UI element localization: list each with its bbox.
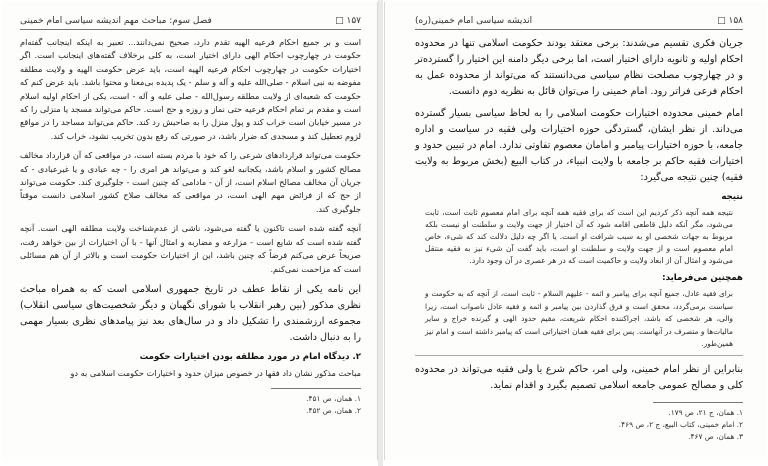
right-paragraph-2: امام خمینی محدوده اختیارات حکومت اسلامی را به لحاظ سیاسی بسیار گسترده می‌داند. از نظر ایشان، گستردگی حوزه اختیارات ولی فقیه در سیاست و اداره جامعه، با حوزه اختیارات پیامبر و امامان معصوم تفاوتی ندارد. امام در تبیین حدود و اختیارات فقیه حاکم بر جامعه با ولایت انبیاء، در کتاب البیع (بخش مربوط به ولایت فقیه) چنین نتیجه می‌گیرد: — [415, 108, 743, 183]
page-marker-icon: □ — [335, 16, 344, 26]
right-running-head — [415, 14, 743, 28]
footnote: ۲. امام خمینی، کتاب البیع، ج ۲، ص ۴۶۹. — [618, 419, 743, 429]
right-quote: نتیجه همه آنچه ذکر کردیم این است که برای فقیه همه آنچه برای امام معصوم ثابت است، ثابت می‌شود، مگر آنکه دلیل قاطعی اقامه شود که آن اختیار از جهت ولایت و سلطنت او نیست بلکه مربوط به جهات شخصی او به سبب شرافت او است. یا اگر چه دلیل دلالت کند که شیء، خاص امام معصوم است و از جهت ولایت و سلطنت او است، باید گفت آن شیء نیز به فقیه منتقل می‌شود و امثال آن از ابعاد ولایت و حاکمیت است که در هر عصری در آن وجود دارد. — [425, 208, 733, 265]
left-paragraph-1: است و بر جمیع احکام فرعیه الهیه تقدم دارد، صحیح نمی‌دانند... تعبیر به اینکه اینجانب گفته‌ام حکومت در چهارچوب احکام الهی دارای اختیار است، به کلی برخلاف گفته‌های اینجانب است. اگر اختیارات حکومت در چهارچوب احکام فرعیه الهیه است، باید عرض حکومت الهیه و ولایت مطلقه مفوضه به نبی اسلام - صلی‌الله علیه و آله و سلم - یک پدیده بی‌معنا و محتوا باشد. باید عرض کنم که حکومت که شعبه‌ای از ولایت مطلقه رسول‌الله - صلی علیه و آله - است، یکی از احکام اولیه اسلام است و مقدم بر تمام احکام فرعیه حتی نماز و روزه و حج است. حاکم می‌تواند مسجد یا منزلی را که در مسیر خیابان است خراب کند و پول منزل را به صاحبش رد کند. حاکم می‌تواند مساجد را در مواقع لزوم تعطیل کند و مسجدی که ضرار باشد، در صورتی که رفع بدون تخریب نشود، خراب کند. — [20, 37, 361, 141]
right-page — [384, 2, 767, 460]
right-head-rule — [415, 29, 743, 30]
right-boxed-quote: برای فقیه عادل، جمیع آنچه برای پیامبر و ائمه - علیهم السلام - ثابت است، از آنچه که به حکومت و سیاست برمی‌گردد، محقق است و فرق گذاردن بین پیامبر و ائمه و فقیه عادل ناصواب است، زیرا والی، هر شخصی که باشد، اجراکننده احکام شریعت، مقیم حدود الهی و گیرنده خراج و سایر مالیات‌ها و متصرف در آنهاست. پس برای فقیه همان اختیاراتی است که پیامبر داشته است و امام نیز همین‌طور. — [415, 288, 743, 356]
left-footnote-rule — [271, 388, 361, 389]
right-sub-heading: همچنین می‌فرماید: — [662, 273, 743, 283]
right-quote-heading: نتیجه — [721, 192, 743, 202]
left-running-head — [20, 14, 361, 28]
right-running-title: اندیشه سیاسی امام خمینی(ره) — [415, 16, 533, 26]
left-head-rule — [20, 29, 361, 30]
right-footnotes — [415, 407, 743, 443]
left-page — [2, 2, 378, 460]
right-closing-paragraph: بنابراین از نظر امام خمینی، ولی امر، حاکم شرع یا ولی فقیه می‌تواند در محدوده کلی و مصالح عمومی جامعه اسلامی تصمیم بگیرد و اقدام نماید. — [415, 363, 743, 391]
left-running-title: فصل سوم: مباحث مهم اندیشه سیاسی امام خمینی — [20, 16, 212, 26]
footnote: ۱. همان، ج ۲۱، ص ۱۷۹. — [668, 407, 743, 417]
page-number: ۱۵۷ — [346, 16, 361, 26]
left-page-number — [335, 16, 361, 26]
right-footnote-rule — [653, 402, 743, 403]
page-marker-icon: □ — [717, 16, 726, 26]
left-section-heading: ۲. دیدگاه امام در مورد مطلقه بودن اختیارات حکومت — [139, 351, 361, 362]
page-number: ۱۵۸ — [728, 16, 743, 26]
left-footnotes — [20, 393, 361, 417]
left-paragraph-2: حکومت می‌تواند قراردادهای شرعی را که خود با مردم بسته است، در مواقعی که آن قرارداد مخالف مصالح کشور و اسلام باشد، یکجانبه لغو کند و می‌تواند هر امری را - چه عبادی و یا غیرعبادی - که جریان آن مخالف مصالح اسلام است، از آن - مادامی که چنین است - جلوگیری کند. حکومت می‌تواند از حج که از فرائض مهم الهی است، در مواقعی که مخالف صلاح کشور اسلامی دانست موقتاً جلوگیری کند. — [20, 150, 361, 214]
left-paragraph-4: این نامه یکی از نقاط عطف در تاریخ جمهوری اسلامی است که به همراه مباحث نظری مذکور (بین رهبر انقلاب با شورای نگهبان و دیگر شخصیت‌های سیاسی انقلاب) مجموعه ارزشمندی را تشکیل داد و در سال‌های بعد نیز پیامدهای نظری بسیار مهمی را به دنبال داشت. — [20, 283, 361, 343]
book-gutter — [378, 0, 383, 466]
footnote: ۳. همان، ص ۴۶۷. — [688, 431, 743, 441]
footnote: ۲. همان، ص ۴۵۲. — [306, 406, 361, 416]
right-paragraph-1: جریان فکری تقسیم می‌شدند: برخی معتقد بودند حکومت اسلامی تنها در محدوده احکام اولیه و ثانویه دارای اختیار است، اما برخی دیگر دامنه این اختیار را گسترده‌تر و در چهارچوب مصلحت نظام سیاسی می‌دانستند که می‌تواند از محدوده عمل به احکام فرعی فراتر رود. امام خمینی را می‌توان قائل به نظریه دوم دانست. — [415, 38, 743, 97]
footnote: ۱. همان، ص ۴۵۱. — [306, 394, 361, 404]
left-paragraph-3: آنچه گفته شده است تاکنون یا گفته می‌شود، ناشی از عدم‌شناخت ولایت مطلقه الهی است. آنچه گفته شده است که شایع است - مزارعه و مضاربه و امثال آنها - با آن اختیارات از بین خواهد رفت، صریحاً عرض می‌کنم فرضاً که چنین باشد، این از اختیارات حکومت است و بالاتر از آن هم مسائلی است که مزاحمت نمی‌کنم. — [20, 223, 361, 274]
right-page-number — [717, 16, 743, 26]
right-body — [415, 36, 743, 443]
left-closing-paragraph: مباحث مذکور نشان داد فقها در خصوص میزان حدود و اختیارات حکومت اسلامی به دو — [70, 367, 361, 378]
left-body — [20, 36, 361, 417]
